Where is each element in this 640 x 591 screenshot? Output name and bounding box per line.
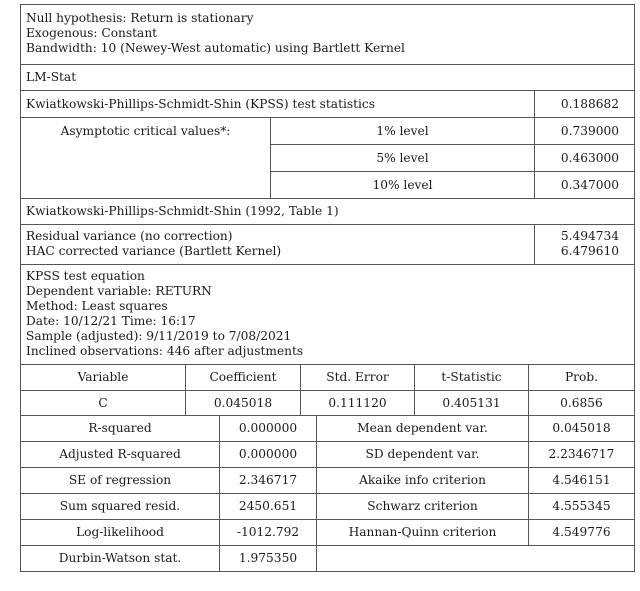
header-variable: Variable <box>21 365 186 391</box>
stat-value: 4.555345 <box>529 494 635 520</box>
test-header <box>21 5 635 65</box>
stat-label: Akaike info criterion <box>317 468 529 494</box>
kpss-stat-value: 0.188682 <box>535 91 635 118</box>
stat-value: 0.000000 <box>220 416 317 442</box>
table-row <box>21 494 635 520</box>
residual-variance-label: Residual variance (no correction) <box>26 228 233 243</box>
hac-variance-label: HAC corrected variance (Bartlett Kernel) <box>26 243 282 258</box>
stat-label: SD dependent var. <box>317 442 529 468</box>
header-prob: Prob. <box>529 365 635 391</box>
stat-value: 4.549776 <box>529 520 635 546</box>
empty-cell <box>317 546 635 572</box>
kpss-stat-label: Kwiatkowski-Phillips-Schmidt-Shin (KPSS) test statistics <box>21 91 535 118</box>
stat-value: 2450.651 <box>220 494 317 520</box>
table-row <box>21 468 635 494</box>
variance-labels <box>21 225 535 265</box>
hac-variance-value: 6.479610 <box>560 243 619 258</box>
table-row <box>21 391 635 416</box>
equation-info <box>21 265 635 365</box>
prob-cell: 0.6856 <box>529 391 635 416</box>
table-row <box>21 442 635 468</box>
coefficient-table <box>20 364 635 416</box>
header-coefficient: Coefficient <box>186 365 301 391</box>
stat-label: Sum squared resid. <box>21 494 220 520</box>
equation-line: Date: 10/12/21 Time: 16:17 <box>26 313 196 328</box>
stat-label: Adjusted R-squared <box>21 442 220 468</box>
stat-label: R-squared <box>21 416 220 442</box>
equation-line: Inclined observations: 446 after adjustments <box>26 343 304 358</box>
stat-value: 0.045018 <box>529 416 635 442</box>
stat-value: 4.546151 <box>529 468 635 494</box>
coefficient-cell: 0.045018 <box>186 391 301 416</box>
header-std-error: Std. Error <box>301 365 415 391</box>
stat-value: 1.975350 <box>220 546 317 572</box>
stat-value: 2.346717 <box>220 468 317 494</box>
null-hypothesis: Null hypothesis: Return is stationary <box>26 11 254 25</box>
stat-label: Log-likelihood <box>21 520 220 546</box>
critical-value-10: 0.347000 <box>535 172 635 199</box>
variable-cell: C <box>21 391 186 416</box>
regression-stats-table <box>20 415 635 572</box>
critical-level-10: 10% level <box>271 172 535 199</box>
reference-citation: Kwiatkowski-Phillips-Schmidt-Shin (1992, Table 1) <box>21 199 635 225</box>
equation-line: Method: Least squares <box>26 298 168 313</box>
stat-label: Schwarz criterion <box>317 494 529 520</box>
kpss-output <box>20 4 634 572</box>
bandwidth: Bandwidth: 10 (Newey-West automatic) using Bartlett Kernel <box>26 41 405 55</box>
critical-level-5: 5% level <box>271 145 535 172</box>
t-statistic-cell: 0.405131 <box>415 391 529 416</box>
stat-value: -1012.792 <box>220 520 317 546</box>
equation-line: KPSS test equation <box>26 268 145 283</box>
table-row <box>21 546 635 572</box>
stat-label: Hannan-Quinn criterion <box>317 520 529 546</box>
stat-value: 2.2346717 <box>529 442 635 468</box>
table-row <box>21 416 635 442</box>
critical-level-1: 1% level <box>271 118 535 145</box>
std-error-cell: 0.111120 <box>301 391 415 416</box>
equation-line: Dependent variable: RETURN <box>26 283 212 298</box>
stat-label: Mean dependent var. <box>317 416 529 442</box>
lm-stat-label: LM-Stat <box>21 65 635 91</box>
residual-variance-value: 5.494734 <box>560 228 619 243</box>
critical-values-label: Asymptotic critical values*: <box>21 118 271 199</box>
stat-label: Durbin-Watson stat. <box>21 546 220 572</box>
kpss-test-table <box>20 4 635 365</box>
exogenous: Exogenous: Constant <box>26 26 158 40</box>
stat-label: SE of regression <box>21 468 220 494</box>
stat-value: 0.000000 <box>220 442 317 468</box>
variance-values <box>535 225 635 265</box>
table-row <box>21 520 635 546</box>
critical-value-5: 0.463000 <box>535 145 635 172</box>
equation-line: Sample (adjusted): 9/11/2019 to 7/08/2021 <box>26 328 292 343</box>
header-t-statistic: t-Statistic <box>415 365 529 391</box>
critical-value-1: 0.739000 <box>535 118 635 145</box>
